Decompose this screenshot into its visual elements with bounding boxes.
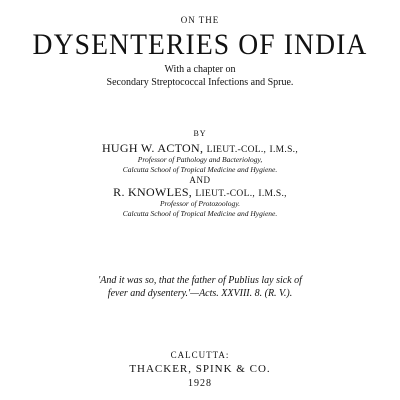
author-2-affiliation-1: Professor of Protozoology. xyxy=(159,199,241,208)
by-label: BY xyxy=(193,129,207,138)
publisher-name: THACKER, SPINK & CO. xyxy=(129,363,271,375)
author-1-service: I.M.S., xyxy=(269,145,299,155)
subtitle-line-2: Secondary Streptococcal Infections and Sprue. xyxy=(106,77,294,88)
author-1-rank: LIEUT.-COL., xyxy=(206,145,267,155)
book-title: DYSENTERIES OF INDIA xyxy=(32,28,368,61)
publication-year: 1928 xyxy=(188,378,212,389)
author-2-rank: LIEUT.-COL., xyxy=(195,189,256,199)
author-2-service: I.M.S., xyxy=(258,189,287,199)
subtitle-line-1: With a chapter on xyxy=(164,64,236,75)
author-1-affiliation-1: Professor of Pathology and Bacteriology, xyxy=(137,155,263,164)
epigraph-line-2: fever and dysentery.'—Acts. XXVIII. 8. (R. V.). xyxy=(107,288,293,299)
publisher-city: CALCUTTA: xyxy=(170,350,230,360)
and-label: AND xyxy=(189,175,211,185)
pre-title: ON THE xyxy=(180,15,220,25)
author-2-line xyxy=(0,186,400,200)
author-2-affiliation-2: Calcutta School of Tropical Medicine and Hygiene. xyxy=(122,209,278,218)
author-1-name: HUGH W. ACTON, xyxy=(101,141,204,155)
epigraph-line-1: 'And it was so, that the father of Publius lay sick of xyxy=(98,275,302,286)
author-2-name: R. KNOWLES, xyxy=(113,185,193,199)
author-1-line xyxy=(0,142,400,156)
author-1-affiliation-2: Calcutta School of Tropical Medicine and Hygiene. xyxy=(122,165,278,174)
